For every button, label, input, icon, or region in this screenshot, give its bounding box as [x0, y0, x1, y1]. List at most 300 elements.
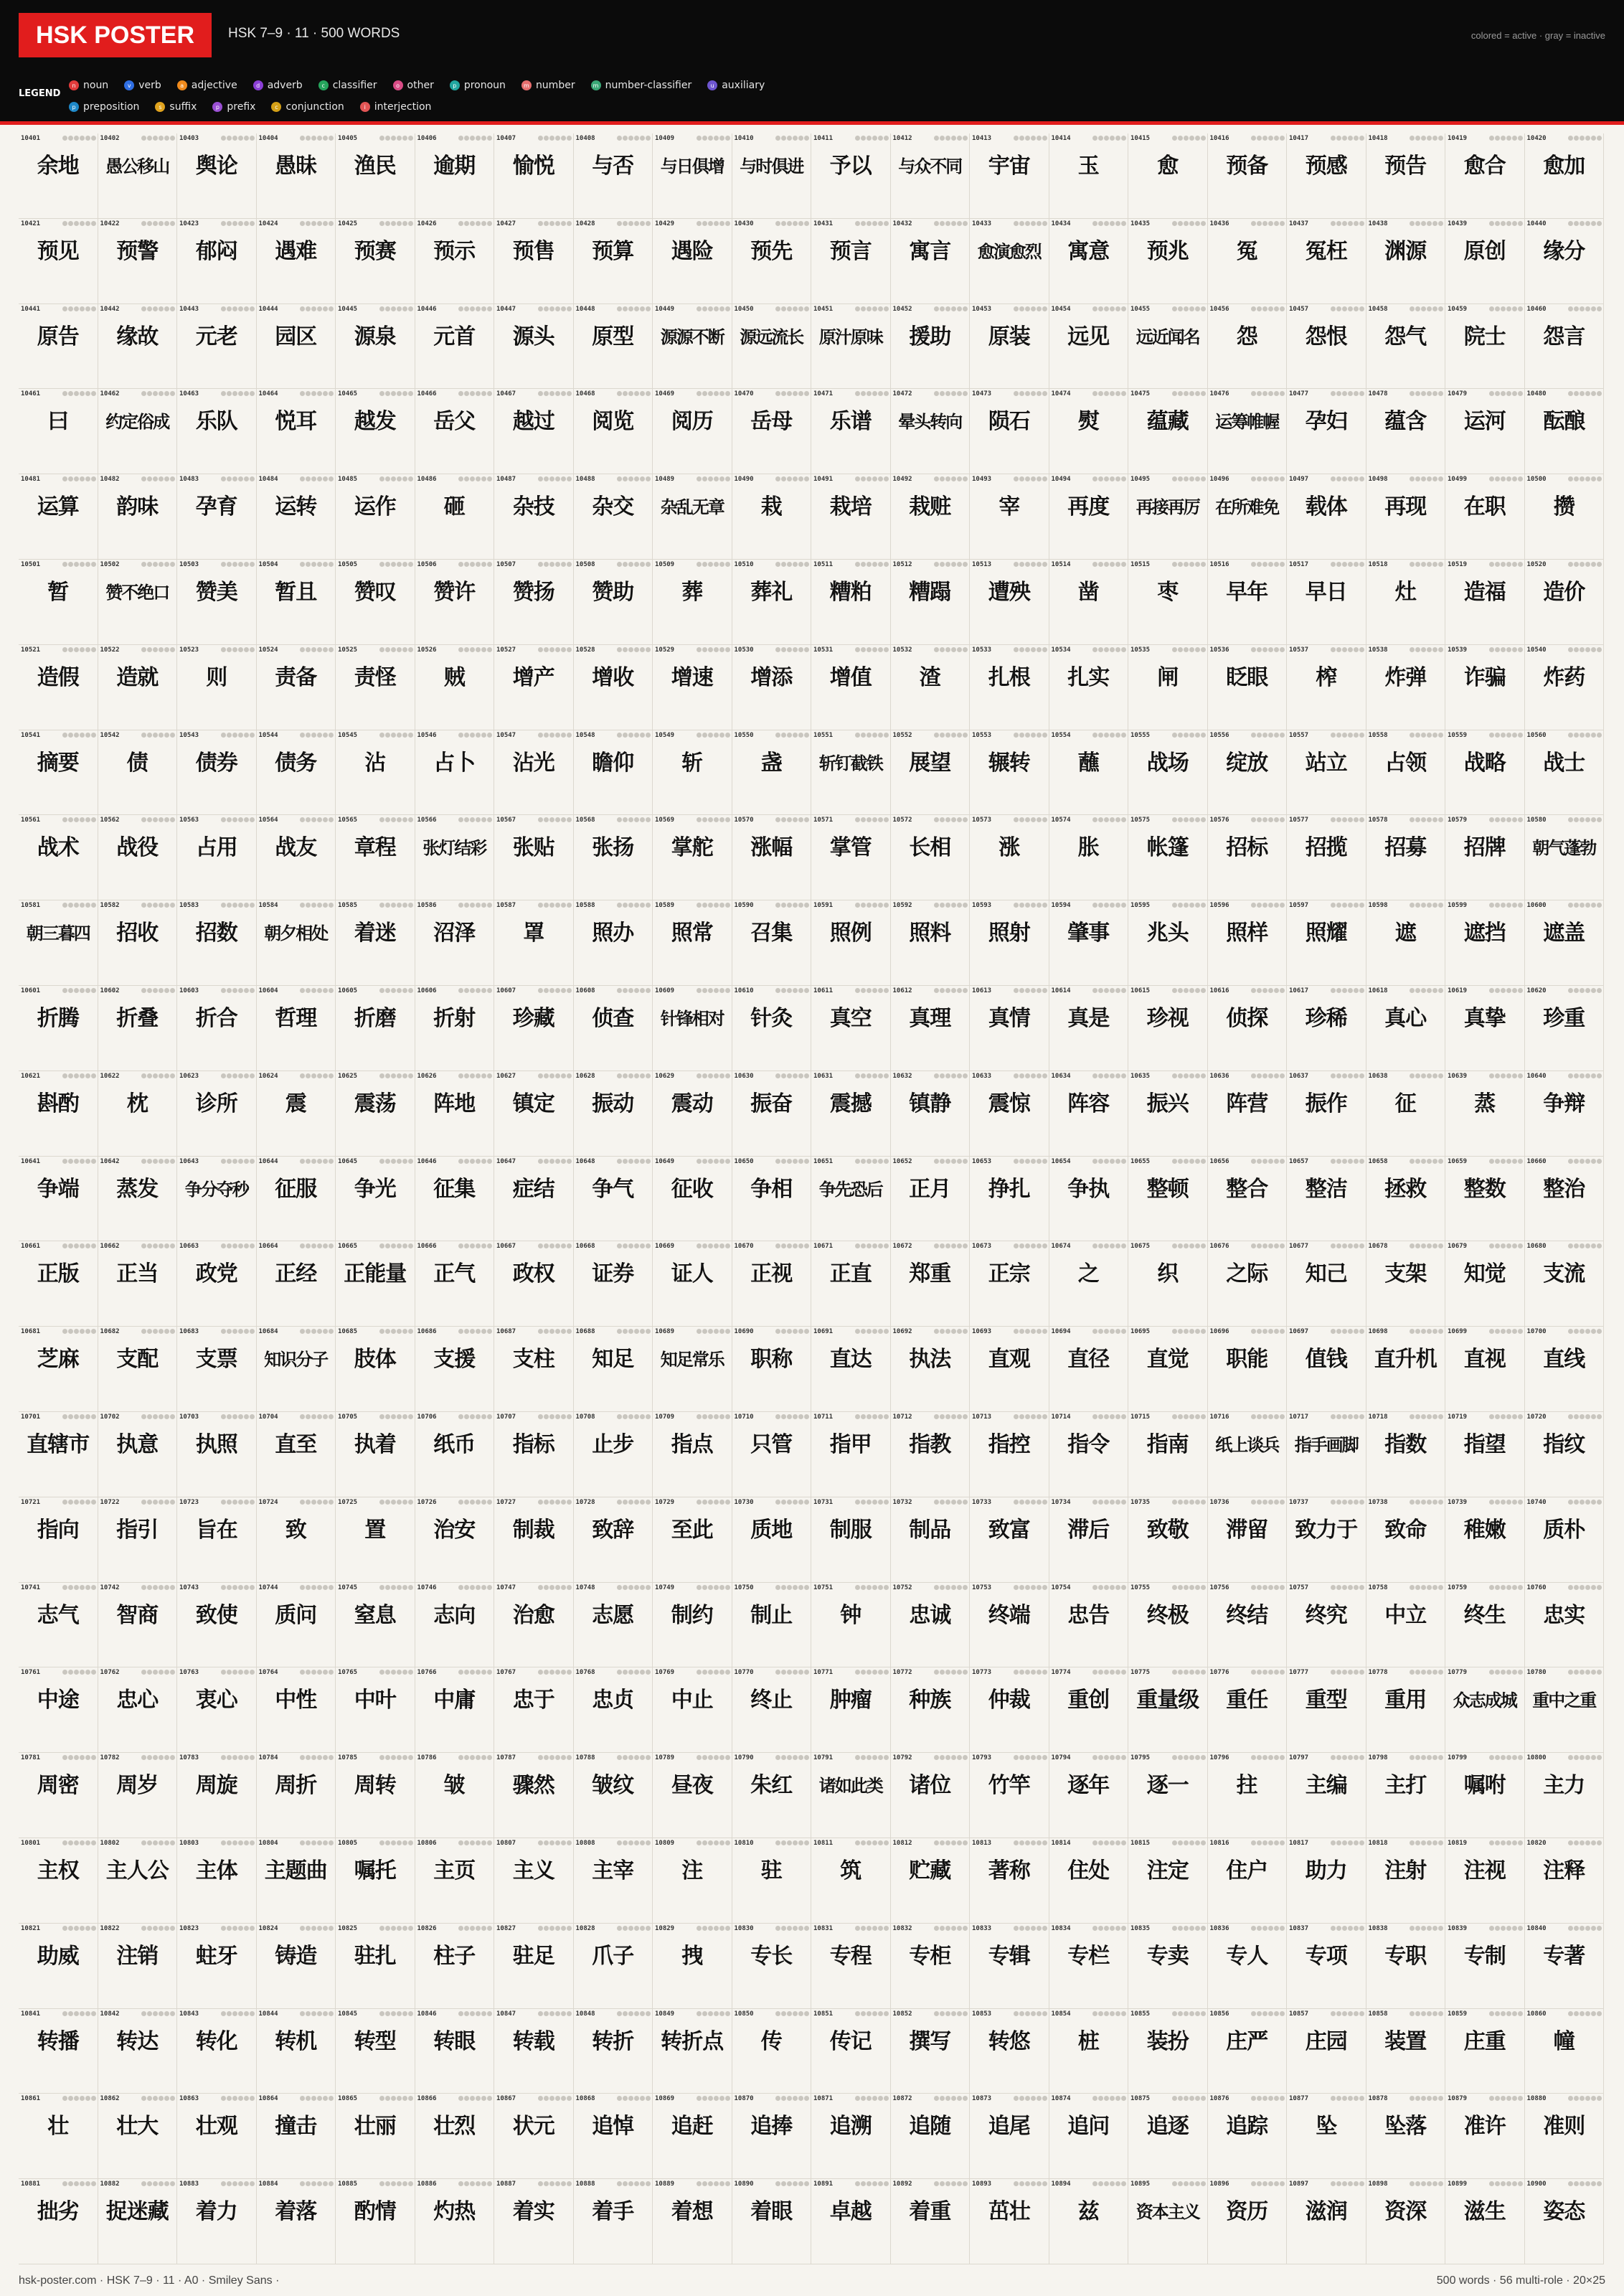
pos-dot-icon	[1432, 817, 1437, 822]
pos-dot-icon	[68, 1755, 73, 1760]
part-of-speech-dots	[417, 1500, 493, 1505]
pos-dot-icon	[402, 1755, 407, 1760]
pos-dot-icon	[1331, 136, 1336, 141]
pos-dot-icon	[147, 1840, 152, 1845]
part-of-speech-dots	[971, 1329, 1047, 1335]
pos-dot-icon	[793, 476, 798, 481]
word-card	[257, 2094, 336, 2179]
pos-dot-icon	[402, 733, 407, 738]
word-number: 10894	[1051, 2180, 1071, 2188]
pos-dot-icon	[487, 562, 492, 567]
part-of-speech-dots	[1130, 391, 1206, 397]
pos-dot-icon	[1501, 1585, 1506, 1590]
pos-dot-icon	[1518, 817, 1523, 822]
pos-dot-icon	[141, 306, 146, 311]
word-number: 10638	[1368, 1072, 1388, 1080]
pos-dot-icon	[867, 817, 872, 822]
pos-dot-icon	[476, 391, 481, 396]
pos-dot-icon	[861, 903, 866, 908]
pos-dot-icon	[221, 1414, 226, 1419]
legend-label: conjunction	[285, 101, 344, 113]
pos-dot-icon	[544, 1500, 549, 1505]
pos-dot-icon	[1512, 476, 1517, 481]
pos-dot-icon	[1597, 1670, 1602, 1675]
word-card	[494, 1753, 574, 1838]
pos-dot-icon	[945, 306, 950, 311]
pos-dot-icon	[147, 903, 152, 908]
pos-dot-icon	[159, 817, 164, 822]
pos-dot-icon	[1110, 1926, 1115, 1931]
pos-dot-icon	[250, 1500, 255, 1505]
pos-dot-icon	[391, 136, 396, 141]
pos-dot-icon	[300, 647, 305, 652]
pos-dot-icon	[1331, 2096, 1336, 2101]
pos-dot-icon	[74, 988, 79, 993]
hanzi-word: 长相	[909, 835, 951, 861]
pos-dot-icon	[250, 1585, 255, 1590]
word-number: 10843	[179, 2010, 199, 2018]
word-card	[1525, 1838, 1605, 1924]
pos-dot-icon	[1262, 1073, 1267, 1078]
pos-dot-icon	[798, 733, 803, 738]
pos-dot-icon	[68, 988, 73, 993]
word-card	[653, 1667, 732, 1753]
pos-dot-icon	[1421, 1585, 1426, 1590]
pos-dot-icon	[1591, 1755, 1596, 1760]
pos-dot-icon	[708, 1585, 713, 1590]
word-number: 10799	[1448, 1754, 1468, 1762]
hanzi-word: 皱	[443, 1773, 465, 1799]
part-of-speech-dots	[1526, 647, 1602, 653]
pos-dot-icon	[544, 391, 549, 396]
word-card	[494, 389, 574, 474]
word-number: 10434	[1051, 220, 1071, 227]
word-card	[336, 645, 415, 730]
pos-dot-icon	[1591, 1500, 1596, 1505]
word-number: 10493	[972, 476, 992, 484]
pos-dot-icon	[408, 1926, 413, 1931]
part-of-speech-dots	[892, 1073, 968, 1079]
pos-dot-icon	[1121, 1159, 1126, 1164]
pos-dot-icon	[878, 2096, 883, 2101]
word-number: 10649	[655, 1157, 675, 1165]
pos-dot-icon	[719, 1840, 724, 1845]
pos-dot-icon	[397, 562, 402, 567]
word-card	[891, 1753, 971, 1838]
word-card	[1366, 1924, 1446, 2009]
hanzi-word: 园区	[275, 324, 317, 349]
pos-dot-icon	[68, 1926, 73, 1931]
pos-dot-icon	[1489, 733, 1494, 738]
pos-dot-icon	[945, 1926, 950, 1931]
pos-dot-icon	[549, 647, 554, 652]
hanzi-word: 越过	[512, 409, 554, 435]
word-card	[98, 1157, 178, 1242]
word-card	[1049, 1241, 1129, 1327]
pos-dot-icon	[646, 136, 651, 141]
word-card	[415, 474, 495, 560]
pos-dot-icon	[861, 1243, 866, 1248]
pos-dot-icon	[1019, 1585, 1024, 1590]
hanzi-word: 肢体	[354, 1347, 396, 1373]
pos-dot-icon	[1585, 2096, 1590, 2101]
pos-dot-icon	[1251, 562, 1256, 567]
word-number: 10401	[21, 135, 41, 142]
pos-dot-icon	[1336, 1243, 1341, 1248]
word-card	[1287, 389, 1366, 474]
pos-dot-icon	[1274, 1073, 1279, 1078]
word-number: 10410	[734, 135, 754, 142]
pos-dot-icon	[714, 903, 719, 908]
pos-dot-icon	[1415, 476, 1420, 481]
pos-dot-icon	[238, 903, 243, 908]
pos-dot-icon	[159, 1585, 164, 1590]
hanzi-word: 真情	[988, 1006, 1030, 1031]
hanzi-word: 帐篷	[1146, 835, 1189, 861]
word-card	[1287, 2094, 1366, 2179]
word-card	[1049, 1924, 1129, 2009]
pos-dot-icon	[1432, 1073, 1437, 1078]
pos-dot-icon	[1262, 1926, 1267, 1931]
word-number: 10502	[100, 561, 120, 568]
pos-dot-icon	[244, 136, 249, 141]
pos-dot-icon	[385, 1073, 390, 1078]
pos-dot-icon	[775, 562, 780, 567]
hanzi-word: 中叶	[354, 1688, 396, 1713]
pos-dot-icon	[1280, 306, 1285, 311]
pos-dot-icon	[1415, 988, 1420, 993]
pos-dot-icon	[1172, 1073, 1177, 1078]
pos-dot-icon	[1331, 1840, 1336, 1845]
pos-dot-icon	[1031, 1585, 1036, 1590]
pos-dot-icon	[476, 903, 481, 908]
pos-dot-icon	[1591, 1243, 1596, 1248]
pos-dot-icon	[1359, 1755, 1364, 1760]
word-card	[1287, 1071, 1366, 1157]
part-of-speech-dots	[1051, 1159, 1127, 1165]
pos-dot-icon	[300, 136, 305, 141]
pos-dot-icon	[238, 562, 243, 567]
pos-dot-icon	[159, 1840, 164, 1845]
word-number: 10665	[338, 1243, 358, 1251]
hanzi-word: 糟蹋	[909, 580, 951, 605]
pos-dot-icon	[379, 306, 384, 311]
word-number: 10570	[734, 817, 754, 824]
pos-dot-icon	[317, 647, 322, 652]
pos-dot-icon	[159, 988, 164, 993]
hanzi-word: 遇险	[671, 238, 713, 264]
pos-dot-icon	[1574, 1243, 1579, 1248]
part-of-speech-dots	[100, 988, 176, 994]
pos-dot-icon	[1432, 1414, 1437, 1419]
pos-dot-icon	[244, 1159, 249, 1164]
pos-dot-icon	[697, 817, 702, 822]
pos-dot-icon	[1432, 1926, 1437, 1931]
word-number: 10450	[734, 305, 754, 313]
pos-dot-icon	[153, 1755, 158, 1760]
part-of-speech-dots	[654, 1840, 730, 1846]
word-card	[177, 1924, 257, 2009]
pos-dot-icon	[1121, 1840, 1126, 1845]
part-of-speech-dots	[892, 1926, 968, 1932]
pos-dot-icon	[945, 1414, 950, 1419]
pos-dot-icon	[872, 1585, 877, 1590]
part-of-speech-dots	[1526, 1414, 1602, 1420]
part-of-speech-dots	[20, 476, 96, 482]
pos-dot-icon	[1115, 1329, 1120, 1334]
pos-dot-icon	[250, 733, 255, 738]
pos-dot-icon	[391, 1414, 396, 1419]
pos-dot-icon	[323, 221, 328, 226]
hanzi-word: 振作	[1305, 1091, 1347, 1116]
pos-dot-icon	[1115, 221, 1120, 226]
word-card	[732, 2009, 812, 2094]
pos-dot-icon	[164, 988, 169, 993]
pos-dot-icon	[1518, 1585, 1523, 1590]
hanzi-word: 志向	[433, 1602, 476, 1628]
pos-dot-icon	[329, 733, 334, 738]
pos-dot-icon	[306, 1414, 311, 1419]
pos-dot-icon	[1415, 903, 1420, 908]
legend-item-adverb	[253, 77, 303, 93]
part-of-speech-dots	[1209, 391, 1285, 397]
word-card	[970, 1327, 1049, 1412]
pos-dot-icon	[781, 562, 786, 567]
pos-dot-icon	[1574, 1926, 1579, 1931]
word-card	[336, 986, 415, 1071]
pos-dot-icon	[1189, 136, 1194, 141]
pos-dot-icon	[323, 1414, 328, 1419]
pos-dot-icon	[787, 903, 792, 908]
pos-dot-icon	[1427, 1926, 1432, 1931]
pos-dot-icon	[85, 817, 90, 822]
word-card	[177, 1071, 257, 1157]
part-of-speech-dots	[179, 1840, 255, 1846]
part-of-speech-dots	[575, 733, 651, 738]
word-card	[970, 560, 1049, 645]
part-of-speech-dots	[813, 562, 889, 568]
pos-dot-icon	[408, 1585, 413, 1590]
pos-dot-icon	[963, 2181, 968, 2186]
pos-dot-icon	[1019, 1926, 1024, 1931]
pos-dot-icon	[1110, 733, 1115, 738]
pos-dot-icon	[85, 476, 90, 481]
pos-dot-icon	[1110, 1159, 1115, 1164]
pos-dot-icon	[544, 136, 549, 141]
word-number: 10512	[892, 561, 912, 568]
hanzi-word: 炸药	[1543, 664, 1585, 690]
pos-dot-icon	[1274, 1414, 1279, 1419]
pos-dot-icon	[1178, 733, 1183, 738]
pos-dot-icon	[781, 1670, 786, 1675]
pos-dot-icon	[1580, 647, 1585, 652]
pos-dot-icon	[170, 903, 175, 908]
pos-dot-icon	[561, 391, 566, 396]
pos-dot-icon	[1280, 647, 1285, 652]
pos-dot-icon	[1438, 562, 1443, 567]
pos-dot-icon	[232, 562, 237, 567]
pos-dot-icon	[646, 647, 651, 652]
pos-dot-icon	[1438, 733, 1443, 738]
word-number: 10443	[179, 305, 199, 313]
pos-dot-icon	[300, 1073, 305, 1078]
pos-dot-icon	[793, 391, 798, 396]
part-of-speech-dots	[100, 1159, 176, 1165]
hanzi-word: 载体	[1305, 494, 1347, 520]
word-number: 10747	[496, 1584, 516, 1591]
pos-dot-icon	[561, 988, 566, 993]
pos-dot-icon	[1195, 647, 1200, 652]
part-of-speech-dots	[100, 1329, 176, 1335]
word-number: 10453	[972, 305, 992, 313]
pos-dot-icon	[481, 1243, 486, 1248]
hanzi-word: 冤枉	[1305, 238, 1347, 264]
part-of-speech-dots	[1209, 1073, 1285, 1079]
part-of-speech-dots	[100, 1414, 176, 1420]
pos-dot-icon	[300, 1670, 305, 1675]
word-card	[1366, 645, 1446, 730]
part-of-speech-dots	[1368, 988, 1444, 994]
hanzi-word: 指纹	[1543, 1432, 1585, 1457]
pos-dot-icon	[634, 1670, 639, 1675]
pos-dot-icon	[476, 988, 481, 993]
hanzi-word: 职称	[750, 1347, 793, 1373]
pos-dot-icon	[702, 1329, 707, 1334]
word-number: 10623	[179, 1072, 199, 1080]
word-card	[732, 1327, 812, 1412]
pos-dot-icon	[798, 1500, 803, 1505]
part-of-speech-dots	[813, 1329, 889, 1335]
pos-dot-icon	[306, 903, 311, 908]
pos-dot-icon	[1042, 1073, 1047, 1078]
pos-dot-icon	[1274, 647, 1279, 652]
hanzi-word: 责备	[275, 664, 317, 690]
pos-dot-icon	[153, 1414, 158, 1419]
word-card	[970, 1667, 1049, 1753]
pos-dot-icon	[1257, 1500, 1262, 1505]
pos-dot-icon	[317, 2181, 322, 2186]
hanzi-word: 枣	[1157, 580, 1179, 605]
pos-dot-icon	[1268, 1585, 1273, 1590]
legend-dot-icon: o	[393, 80, 403, 90]
pos-dot-icon	[91, 2181, 96, 2186]
word-card	[1445, 2009, 1525, 2094]
word-card	[19, 2009, 98, 2094]
part-of-speech-dots	[971, 1755, 1047, 1761]
pos-dot-icon	[1025, 988, 1030, 993]
part-of-speech-dots	[575, 1329, 651, 1335]
pos-dot-icon	[1178, 1840, 1183, 1845]
pos-dot-icon	[221, 1670, 226, 1675]
word-card	[177, 730, 257, 816]
pos-dot-icon	[1014, 562, 1019, 567]
pos-dot-icon	[1342, 562, 1347, 567]
pos-dot-icon	[951, 391, 956, 396]
part-of-speech-dots	[1447, 733, 1523, 738]
pos-dot-icon	[68, 2096, 73, 2101]
pos-dot-icon	[238, 2011, 243, 2016]
pos-dot-icon	[74, 903, 79, 908]
pos-dot-icon	[311, 647, 316, 652]
pos-dot-icon	[329, 2011, 334, 2016]
pos-dot-icon	[781, 1414, 786, 1419]
hanzi-word: 斩钉截铁	[818, 753, 882, 773]
hanzi-word: 杂乱无章	[660, 497, 724, 518]
hanzi-word: 追悼	[592, 2114, 634, 2140]
part-of-speech-dots	[258, 2181, 334, 2187]
word-card	[1366, 1327, 1446, 1412]
word-number: 10827	[496, 1924, 516, 1932]
part-of-speech-dots	[258, 1159, 334, 1165]
pos-dot-icon	[793, 306, 798, 311]
pos-dot-icon	[1037, 817, 1042, 822]
pos-dot-icon	[1432, 1500, 1437, 1505]
pos-dot-icon	[159, 647, 164, 652]
word-card	[732, 1838, 812, 1924]
word-number: 10718	[1368, 1413, 1388, 1421]
part-of-speech-dots	[179, 136, 255, 141]
word-card	[19, 1327, 98, 1412]
pos-dot-icon	[951, 1755, 956, 1760]
part-of-speech-dots	[1447, 1670, 1523, 1675]
pos-dot-icon	[861, 1500, 866, 1505]
pos-dot-icon	[855, 903, 860, 908]
pos-dot-icon	[1121, 1073, 1126, 1078]
pos-dot-icon	[1037, 562, 1042, 567]
part-of-speech-dots	[1051, 988, 1127, 994]
pos-dot-icon	[1591, 1926, 1596, 1931]
word-number: 10422	[100, 220, 120, 227]
word-card	[415, 645, 495, 730]
pos-dot-icon	[934, 562, 939, 567]
pos-dot-icon	[141, 476, 146, 481]
pos-dot-icon	[617, 2181, 622, 2186]
pos-dot-icon	[549, 1329, 554, 1334]
pos-dot-icon	[1331, 903, 1336, 908]
pos-dot-icon	[617, 647, 622, 652]
pos-dot-icon	[1568, 306, 1573, 311]
word-card	[177, 219, 257, 304]
hanzi-word: 周折	[275, 1773, 317, 1799]
pos-dot-icon	[781, 1755, 786, 1760]
pos-dot-icon	[544, 476, 549, 481]
hanzi-word: 智商	[116, 1602, 159, 1628]
pos-dot-icon	[1257, 2096, 1262, 2101]
pos-dot-icon	[804, 1500, 809, 1505]
pos-dot-icon	[775, 733, 780, 738]
pos-dot-icon	[1014, 903, 1019, 908]
pos-dot-icon	[538, 2096, 543, 2101]
pos-dot-icon	[159, 2096, 164, 2101]
hanzi-word: 致	[285, 1517, 306, 1543]
pos-dot-icon	[323, 1670, 328, 1675]
pos-dot-icon	[549, 1585, 554, 1590]
pos-dot-icon	[798, 817, 803, 822]
word-card	[891, 815, 971, 900]
pos-dot-icon	[1251, 1243, 1256, 1248]
pos-dot-icon	[549, 1159, 554, 1164]
hanzi-word: 指手画脚	[1294, 1435, 1358, 1455]
pos-dot-icon	[872, 221, 877, 226]
pos-dot-icon	[1098, 136, 1103, 141]
pos-dot-icon	[232, 988, 237, 993]
pos-dot-icon	[1178, 221, 1183, 226]
pos-dot-icon	[1195, 1243, 1200, 1248]
pos-dot-icon	[884, 1585, 889, 1590]
hanzi-word: 源远流长	[740, 326, 803, 347]
pos-dot-icon	[878, 306, 883, 311]
part-of-speech-dots	[654, 221, 730, 227]
